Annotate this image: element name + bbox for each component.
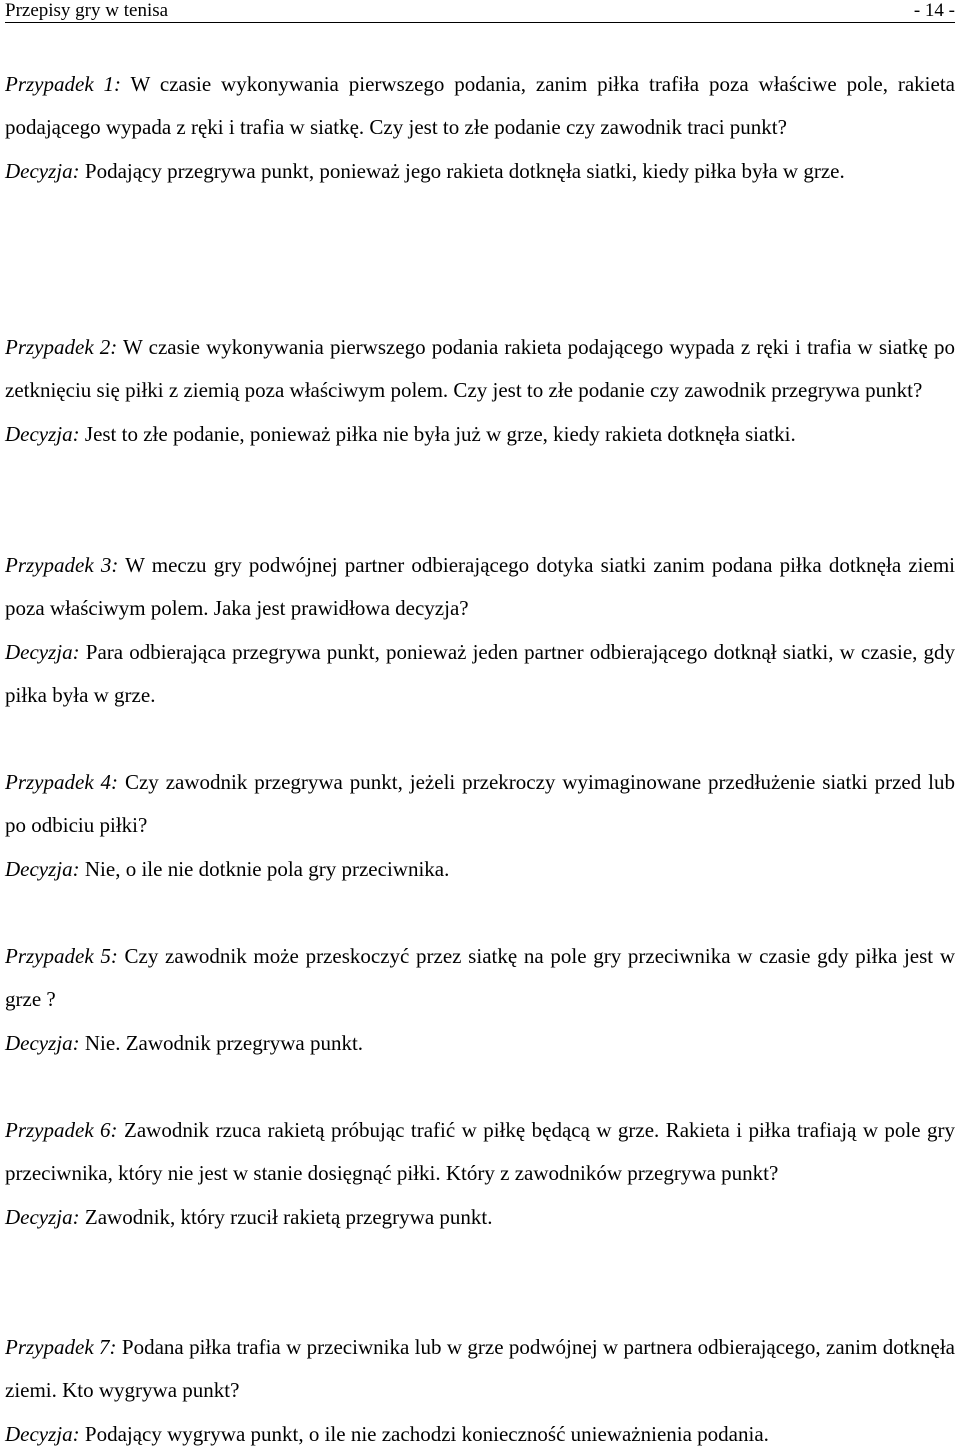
case-question-text: Czy zawodnik może przeskoczyć przez siatkę na pole gry przeciwnika w czasie gdy piłka jest w grze ?	[5, 944, 955, 1012]
case-label: Przypadek 6:	[5, 1118, 118, 1142]
case-question-text: W czasie wykonywania pierwszego podania rakieta podającego wypada z ręki i trafia w siatkę po zetknięciu się piłki z ziemią poza właściwym polem. Czy jest to złe podanie czy zawodnik przegrywa punkt?	[5, 335, 955, 403]
case-question-text: W meczu gry podwójnej partner odbierającego dotyka siatki zanim podana piłka dotknęła ziemi poza właściwym polem. Jaka jest prawidłowa decyzja?	[5, 553, 955, 621]
case-label: Przypadek 7:	[5, 1335, 117, 1359]
case-question	[5, 1326, 955, 1413]
case-decision	[5, 413, 955, 456]
case-question	[5, 326, 955, 413]
case-decision-text: Podający wygrywa punkt, o ile nie zachodzi konieczność unieważnienia podania.	[84, 1421, 769, 1446]
case-3	[5, 544, 955, 718]
case-label: Przypadek 5:	[5, 944, 118, 968]
case-1	[5, 63, 955, 193]
page-number: - 14 -	[913, 0, 955, 21]
case-question-text: Zawodnik rzuca rakietą próbując trafić w piłkę będącą w grze. Rakieta i piłka trafiają w pole gry przeciwnika, który nie jest w stanie dosięgnąć piłki. Który z zawodników przegrywa punkt?	[5, 1118, 956, 1186]
case-decision	[5, 848, 955, 891]
case-question-text: W czasie wykonywania pierwszego podania, zanim piłka trafiła poza właściwe pole, rakieta podającego wypada z ręki i trafia w siatkę. Czy jest to złe podanie czy zawodnik traci punkt?	[5, 72, 955, 140]
case-decision	[5, 1196, 955, 1239]
decision-label: Decyzja:	[5, 639, 80, 664]
case-decision	[5, 1413, 955, 1456]
case-decision-text: Zawodnik, który rzucił rakietą przegrywa punkt.	[84, 1204, 493, 1229]
case-decision	[5, 1022, 955, 1065]
case-5	[5, 935, 955, 1065]
case-decision-text: Para odbierająca przegrywa punkt, ponieważ jeden partner odbierającego dotknął siatki, w czasie, gdy piłka była w grze.	[5, 639, 956, 708]
case-question	[5, 1109, 955, 1196]
case-question	[5, 63, 955, 150]
case-decision	[5, 150, 955, 193]
case-question	[5, 761, 955, 848]
page-header	[5, 0, 955, 23]
case-question-text: Czy zawodnik przegrywa punkt, jeżeli przekroczy wyimaginowane przedłużenie siatki przed lub po odbiciu piłki?	[5, 770, 956, 838]
case-label: Przypadek 4:	[5, 770, 119, 794]
decision-label: Decyzja:	[5, 421, 80, 446]
case-label: Przypadek 1:	[5, 72, 122, 96]
case-decision-text: Nie, o ile nie dotknie pola gry przeciwnika.	[84, 856, 450, 881]
case-decision-text: Nie. Zawodnik przegrywa punkt.	[84, 1030, 364, 1055]
case-2	[5, 326, 955, 456]
decision-label: Decyzja:	[5, 1204, 80, 1229]
case-7	[5, 1326, 955, 1456]
case-question	[5, 544, 955, 631]
case-decision-text: Jest to złe podanie, ponieważ piłka nie była już w grze, kiedy rakieta dotknęła siatki.	[84, 421, 796, 446]
case-question	[5, 935, 955, 1022]
case-label: Przypadek 2:	[5, 335, 118, 359]
document-title: Przepisy gry w tenisa	[5, 0, 169, 21]
case-label: Przypadek 3:	[5, 553, 119, 577]
case-6	[5, 1109, 955, 1239]
decision-label: Decyzja:	[5, 856, 80, 881]
case-decision	[5, 631, 955, 718]
case-decision-text: Podający przegrywa punkt, ponieważ jego rakieta dotknęła siatki, kiedy piłka była w grze.	[84, 158, 845, 183]
decision-label: Decyzja:	[5, 158, 80, 183]
case-question-text: Podana piłka trafia w przeciwnika lub w grze podwójnej w partnera odbierającego, zanim dotknęła ziemi. Kto wygrywa punkt?	[5, 1335, 955, 1403]
decision-label: Decyzja:	[5, 1030, 80, 1055]
case-4	[5, 761, 955, 891]
decision-label: Decyzja:	[5, 1421, 80, 1446]
